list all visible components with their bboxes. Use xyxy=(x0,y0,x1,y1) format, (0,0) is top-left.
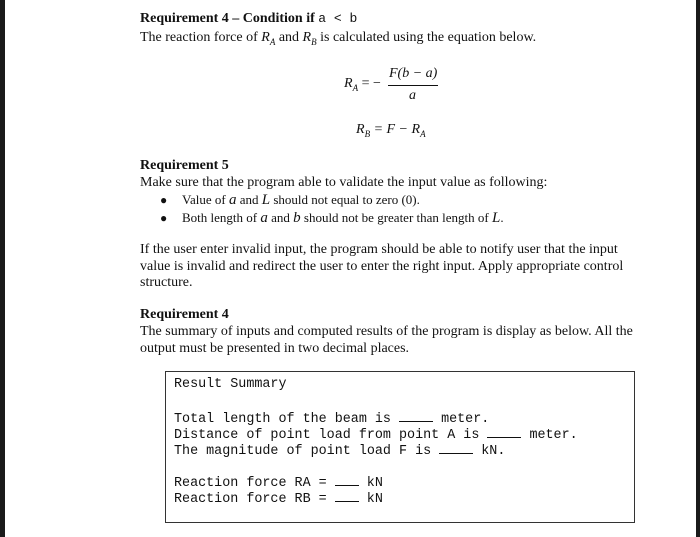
req4-condition-intro xyxy=(140,30,536,46)
eq1-denominator: a xyxy=(409,88,416,103)
right-frame-edge xyxy=(696,0,700,537)
bullet-dot-1: ● xyxy=(160,193,168,207)
bullet2-and: and xyxy=(271,210,290,225)
req4-condition-code: a < b xyxy=(318,11,358,26)
rb-sub: B xyxy=(311,37,317,47)
eq1-fraction-bar xyxy=(388,85,438,86)
magnitude-label: The magnitude of point load F is xyxy=(174,444,432,459)
bullet1-pre: Value of xyxy=(182,192,226,207)
left-frame-edge xyxy=(0,0,5,537)
req4-condition-heading-text: Requirement 4 – Condition if xyxy=(140,11,315,26)
rb-row xyxy=(174,489,383,507)
invalid-line-1: If the user enter invalid input, the program should be able to notify user that the input xyxy=(140,242,618,257)
bullet2-b: b xyxy=(293,210,301,226)
bullet1-l: L xyxy=(261,192,271,208)
result-summary-box xyxy=(165,371,635,523)
bullet1-post: should not equal to zero (0). xyxy=(273,192,420,207)
req4-summary-paragraph xyxy=(140,324,648,357)
bullet1-and: and xyxy=(239,192,259,207)
bullet2-post: should not be greater than length of xyxy=(303,210,489,225)
rb-unit: kN xyxy=(366,492,383,507)
total-length-unit: meter. xyxy=(441,412,490,427)
magnitude-blank xyxy=(439,441,473,454)
intro-post: is calculated using the equation below. xyxy=(320,30,537,45)
eq2-lhs-sub: B xyxy=(364,129,371,139)
ra-blank xyxy=(335,473,359,486)
req5-invalid-paragraph xyxy=(140,242,648,292)
bullet2-a: a xyxy=(260,210,268,226)
total-length-blank xyxy=(399,409,433,422)
rb-label: Reaction force RB = xyxy=(174,492,327,507)
eq2-rhs-sub: A xyxy=(420,129,426,139)
eq2-lhs-symbol: R xyxy=(356,122,365,137)
magnitude-unit: kN. xyxy=(481,444,506,459)
invalid-line-2: value is invalid and redirect the user to enter the right input. Apply appropriate control xyxy=(140,258,624,274)
eq1-sign: = − xyxy=(361,76,381,91)
equation-rb xyxy=(356,122,426,138)
bullet2-pre: Both length of xyxy=(182,210,258,225)
req5-heading: Requirement 5 xyxy=(140,158,229,173)
intro-pre: The reaction force of xyxy=(140,30,258,45)
bullet2-dot: . xyxy=(500,210,504,225)
intro-and: and xyxy=(278,30,300,45)
ra-symbol: R xyxy=(261,30,270,45)
eq1-lhs-symbol: R xyxy=(344,76,353,91)
invalid-line-3: structure. xyxy=(140,275,193,290)
summary-line-2: output must be presented in two decimal places. xyxy=(140,340,410,356)
distance-unit: meter. xyxy=(529,428,578,443)
bullet1-a: a xyxy=(228,192,237,208)
summary-line-1: The summary of inputs and computed results of the program is display as below. All the xyxy=(140,324,633,339)
ra-label: Reaction force RA = xyxy=(174,476,327,491)
eq2-rhs: = F − R xyxy=(373,122,421,137)
distance-blank xyxy=(487,425,521,438)
eq1-lhs xyxy=(344,76,381,92)
eq1-numerator: F(b − a) xyxy=(389,66,438,81)
eq1-lhs-sub: A xyxy=(352,83,359,93)
distance-label: Distance of point load from point A is xyxy=(174,428,480,443)
req5-bullet-2 xyxy=(182,210,504,227)
rb-symbol: R xyxy=(302,30,312,45)
magnitude-row xyxy=(174,441,505,459)
req4-summary-heading: Requirement 4 xyxy=(140,307,229,322)
req5-intro: Make sure that the program able to validate the input value as following: xyxy=(140,175,548,190)
rb-blank xyxy=(335,489,359,502)
result-summary-title: Result Summary xyxy=(174,377,287,392)
total-length-label: Total length of the beam is xyxy=(174,412,391,427)
bullet-dot-2: ● xyxy=(160,211,168,225)
bullet2-l: L xyxy=(491,210,501,226)
req4-condition-heading xyxy=(140,11,357,27)
ra-sub: A xyxy=(269,37,276,47)
req5-bullet-1 xyxy=(182,192,420,209)
ra-unit: kN xyxy=(366,476,383,491)
